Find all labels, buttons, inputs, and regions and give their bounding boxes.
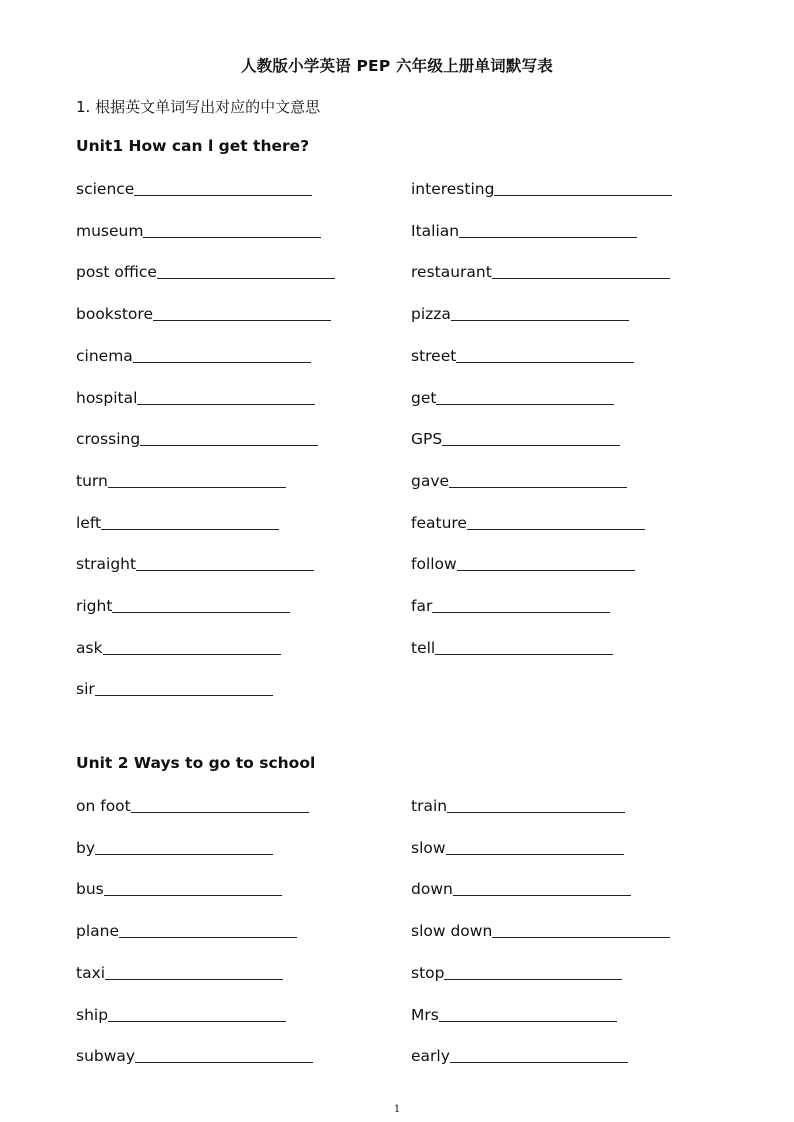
word-item [76,511,279,533]
vocabulary-word: right [76,597,113,615]
word-item [76,961,283,983]
word-item [76,877,282,899]
vocabulary-word: restaurant [411,263,492,281]
unit-1-heading: Unit1 How can l get there? [76,137,310,155]
word-item [76,794,309,816]
word-item [76,260,335,282]
vocabulary-word: museum [76,222,144,240]
answer-blank-line [442,444,620,446]
word-item [411,344,634,366]
vocabulary-word: subway [76,1047,136,1065]
answer-blank-line [133,361,311,363]
vocabulary-word: slow [411,839,446,857]
vocabulary-word: bookstore [76,305,153,323]
answer-blank-line [467,528,645,530]
vocabulary-word: pizza [411,305,451,323]
vocabulary-word: Mrs [411,1006,439,1024]
word-item [411,260,670,282]
answer-blank-line [453,894,631,896]
unit-2-heading: Unit 2 Ways to go to school [76,754,316,772]
vocabulary-word: interesting [411,180,495,198]
word-item [411,1003,617,1025]
answer-blank-line [136,569,314,571]
word-item [76,302,331,324]
vocabulary-word: street [411,347,457,365]
answer-blank-line [494,194,672,196]
word-item [411,594,610,616]
answer-blank-line [492,936,670,938]
word-item [411,386,614,408]
word-item [76,1044,313,1066]
answer-blank-line [140,444,318,446]
vocabulary-word: cinema [76,347,133,365]
vocabulary-word: follow [411,555,457,573]
vocabulary-word: left [76,514,102,532]
answer-blank-line [446,853,624,855]
answer-blank-line [459,236,637,238]
answer-blank-line [439,1020,617,1022]
answer-blank-line [432,611,610,613]
vocabulary-word: plane [76,922,120,940]
vocabulary-word: turn [76,472,108,490]
vocabulary-word: sir [76,680,95,698]
word-item [411,177,672,199]
vocabulary-word: crossing [76,430,141,448]
answer-blank-line [95,694,273,696]
word-item [411,302,629,324]
word-item [76,177,312,199]
answer-blank-line [108,1020,286,1022]
answer-blank-line [153,319,331,321]
vocabulary-word: ship [76,1006,109,1024]
vocabulary-word: slow down [411,922,493,940]
word-item [411,794,625,816]
answer-blank-line [112,611,290,613]
answer-blank-line [135,1061,313,1063]
word-item [76,386,315,408]
word-item [411,427,620,449]
vocabulary-word: bus [76,880,104,898]
page-title: 人教版小学英语 PEP 六年级上册单词默写表 [240,57,553,75]
answer-blank-line [450,1061,628,1063]
word-item [411,636,613,658]
answer-blank-line [435,653,613,655]
vocabulary-word: on foot [76,797,131,815]
vocabulary-word: far [411,597,433,615]
word-item [411,469,627,491]
answer-blank-line [105,978,283,980]
exercise-instruction: 1. 根据英文单词写出对应的中文意思 [76,98,321,116]
answer-blank-line [492,277,670,279]
vocabulary-word: train [411,797,448,815]
answer-blank-line [457,569,635,571]
vocabulary-word: down [411,880,453,898]
vocabulary-word: post office [76,263,157,281]
answer-blank-line [104,894,282,896]
word-item [411,219,637,241]
vocabulary-word: by [76,839,96,857]
vocabulary-word: early [411,1047,450,1065]
word-item [411,1044,628,1066]
word-item [411,919,670,941]
answer-blank-line [103,653,281,655]
word-item [411,836,624,858]
vocabulary-word: hospital [76,389,138,407]
answer-blank-line [436,403,614,405]
answer-blank-line [137,403,315,405]
vocabulary-word: tell [411,639,436,657]
vocabulary-word: straight [76,555,137,573]
vocabulary-word: gave [411,472,450,490]
vocabulary-word: taxi [76,964,106,982]
answer-blank-line [108,486,286,488]
word-item [411,877,631,899]
answer-blank-line [449,486,627,488]
vocabulary-word: GPS [411,430,443,448]
word-item [76,1003,286,1025]
answer-blank-line [456,361,634,363]
answer-blank-line [131,811,309,813]
word-item [76,469,286,491]
word-item [76,219,321,241]
word-item [411,961,622,983]
vocabulary-word: science [76,180,135,198]
vocabulary-word: feature [411,514,467,532]
word-item [76,344,311,366]
vocabulary-word: Italian [411,222,460,240]
answer-blank-line [444,978,622,980]
answer-blank-line [451,319,629,321]
answer-blank-line [447,811,625,813]
vocabulary-word: ask [76,639,103,657]
word-item [76,594,290,616]
word-item [76,919,297,941]
answer-blank-line [143,236,321,238]
word-item [76,636,281,658]
word-item [411,511,645,533]
answer-blank-line [134,194,312,196]
vocabulary-word: stop [411,964,445,982]
page-number: 1 [393,1104,401,1115]
word-item [76,677,273,699]
word-item [76,552,314,574]
word-item [76,427,318,449]
answer-blank-line [157,277,335,279]
answer-blank-line [95,853,273,855]
vocabulary-word: get [411,389,437,407]
word-item [411,552,635,574]
word-item [76,836,273,858]
answer-blank-line [119,936,297,938]
answer-blank-line [101,528,279,530]
